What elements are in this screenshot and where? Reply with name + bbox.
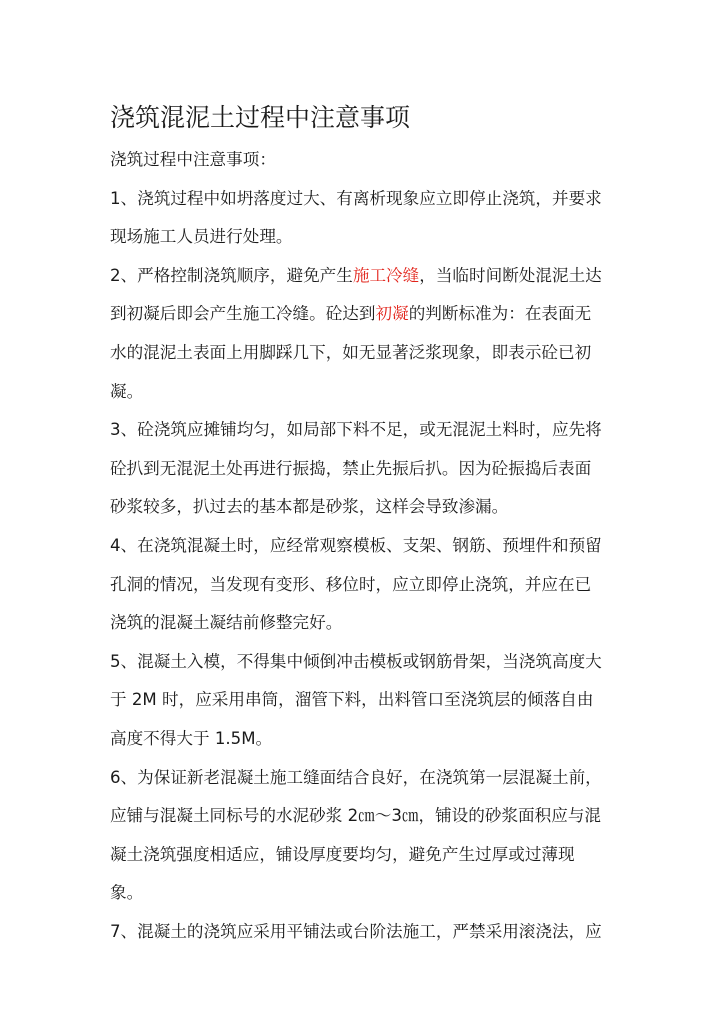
paragraph-4-line: 浇筑的混凝土凝结前修整完好。 — [110, 613, 343, 633]
intro-line: 浇筑过程中注意事项： — [110, 150, 276, 169]
paragraph-5-line: 于 2M 时，应采用串筒，溜管下料，出料管口至浇筑层的倾落自由 — [110, 690, 594, 710]
paragraph-2-line: 凝。 — [110, 381, 144, 401]
paragraph-7-line: 7、混凝土的浇筑应采用平铺法或台阶法施工，严禁采用滚浇法，应 — [110, 921, 602, 941]
paragraph-3-line: 3、砼浇筑应摊铺均匀，如局部下料不足，或无混泥土料时，应先将 — [110, 420, 602, 440]
paragraph-6-line: 应铺与混凝土同标号的水泥砂浆 2㎝～3㎝，铺设的砂浆面积应与混 — [110, 806, 602, 826]
paragraph-6-line: 象。 — [110, 883, 144, 903]
highlighted-term: 施工冷缝 — [352, 265, 420, 285]
paragraph-1-line: 1、浇筑过程中如坍落度过大、有离析现象应立即停止浇筑，并要求 — [110, 188, 602, 208]
paragraph-2-line — [110, 295, 620, 334]
highlighted-term: 初凝 — [375, 304, 409, 324]
paragraph-5-line: 高度不得大于 1.5M。 — [110, 728, 273, 748]
paragraph-5-line: 5、混凝土入模，不得集中倾倒冲击模板或钢筋骨架，当浇筑高度大 — [110, 651, 602, 671]
text-span: ，当临时间断处混泥土达 — [419, 265, 602, 285]
paragraph-4-line: 4、在浇筑混凝土时，应经常观察模板、支架、钢筋、预埋件和预留 — [110, 535, 602, 555]
paragraph-6-line: 凝土浇筑强度相适应，铺设厚度要均匀，避免产生过厚或过薄现 — [110, 844, 575, 864]
document-title: 浇筑混泥土过程中注意事项 — [110, 103, 411, 132]
paragraph-2-line — [110, 257, 620, 296]
paragraph-3-line: 砂浆较多，扒过去的基本都是砂浆，这样会导致渗漏。 — [110, 497, 509, 517]
text-span: 的判断标准为：在表面无 — [408, 304, 592, 324]
paragraph-1-line: 现场施工人员进行处理。 — [110, 227, 293, 247]
paragraph-3-line: 砼扒到无混泥土处再进行振捣，禁止先振后扒。因为砼振捣后表面 — [110, 458, 592, 478]
document-body — [110, 141, 620, 951]
paragraph-6-line: 6、为保证新老混凝土施工缝面结合良好，在浇筑第一层混凝土前， — [110, 767, 602, 787]
paragraph-4-line: 孔洞的情况，当发现有变形、移位时，应立即停止浇筑，并应在已 — [110, 574, 592, 594]
paragraph-2-line: 水的混泥土表面上用脚踩几下，如无显著泛浆现象，即表示砼已初 — [110, 342, 592, 362]
text-span: 到初凝后即会产生施工冷缝。砼达到 — [110, 304, 376, 324]
text-span: 2、严格控制浇筑顺序，避免产生 — [110, 265, 353, 285]
